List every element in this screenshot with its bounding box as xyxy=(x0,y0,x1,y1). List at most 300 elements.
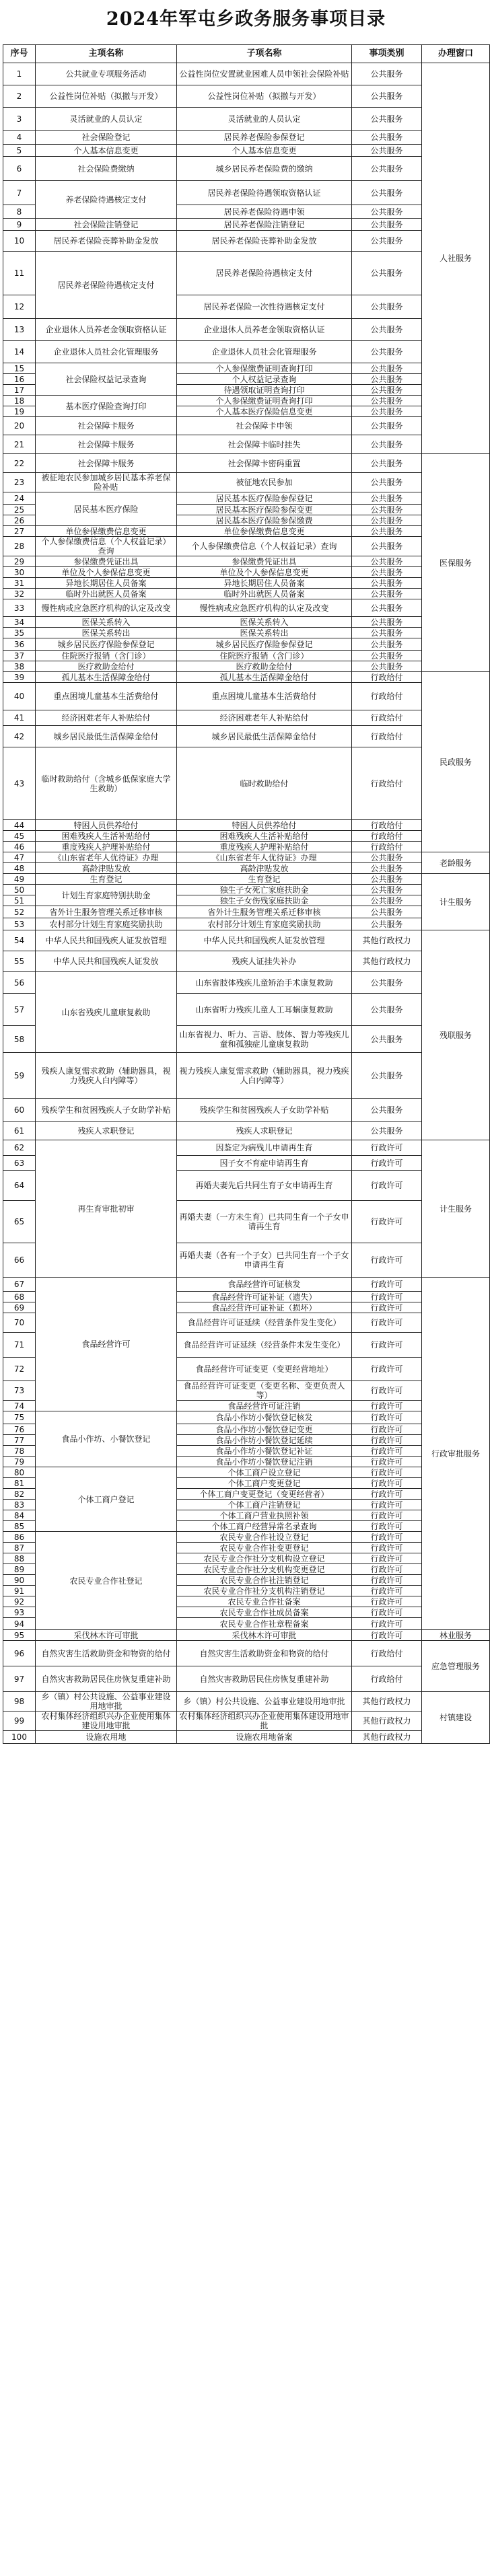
row-number: 8 xyxy=(3,205,36,219)
main-item-cell: 中华人民共和国残疾人证发放 xyxy=(36,951,177,972)
row-number: 82 xyxy=(3,1489,36,1500)
table-row xyxy=(3,145,490,157)
row-number: 7 xyxy=(3,181,36,205)
category-cell: 公共服务 xyxy=(352,578,422,589)
sub-item-cell: 农村集体经济组织兴办企业使用集体建设用地审批 xyxy=(177,1712,352,1731)
main-item-cell: 参保缴费凭证出具 xyxy=(36,556,177,567)
row-number: 38 xyxy=(3,661,36,672)
category-cell: 行政给付 xyxy=(352,1666,422,1692)
sub-item-cell: 个体工商户设立登记 xyxy=(177,1467,352,1478)
main-item-cell: 城乡居民医疗保险参保登记 xyxy=(36,638,177,651)
main-item-cell: 企业退休人员养老金领取资格认证 xyxy=(36,319,177,341)
row-number: 71 xyxy=(3,1333,36,1358)
table-row xyxy=(3,435,490,454)
table-row xyxy=(3,1692,490,1712)
sub-item-cell: 个人基本医疗保险信息变更 xyxy=(177,406,352,417)
table-row xyxy=(3,85,490,108)
category-cell: 公共服务 xyxy=(352,1053,422,1099)
table-row xyxy=(3,638,490,651)
category-cell: 行政许可 xyxy=(352,1532,422,1543)
table-row xyxy=(3,589,490,599)
category-cell: 公共服务 xyxy=(352,341,422,363)
main-item-cell: 住院医疗报销（含门诊） xyxy=(36,651,177,661)
row-number: 63 xyxy=(3,1156,36,1171)
sub-item-cell: 居民养老保险丧葬补助金发放 xyxy=(177,231,352,252)
main-item-cell: 慢性病或应急医疗机构的认定及改变 xyxy=(36,599,177,617)
category-cell: 公共服务 xyxy=(352,374,422,385)
row-number: 78 xyxy=(3,1446,36,1457)
main-item-cell: 食品小作坊、小餐饮登记 xyxy=(36,1411,177,1467)
table-row xyxy=(3,63,490,85)
main-item-cell: 社会保障卡服务 xyxy=(36,417,177,435)
row-number: 30 xyxy=(3,567,36,578)
category-cell: 公共服务 xyxy=(352,661,422,672)
table-row xyxy=(3,918,490,930)
category-cell: 公共服务 xyxy=(352,435,422,454)
category-cell: 公共服务 xyxy=(352,599,422,617)
sub-item-cell: 单位及个人参保信息变更 xyxy=(177,567,352,578)
sub-item-cell: 住院医疗报销（含门诊） xyxy=(177,651,352,661)
window-cell: 林业服务 xyxy=(422,1630,490,1641)
table-row xyxy=(3,363,490,374)
sub-item-cell: 社会保障卡临时挂失 xyxy=(177,435,352,454)
table-row xyxy=(3,556,490,567)
header-no: 序号 xyxy=(3,45,36,63)
category-cell: 公共服务 xyxy=(352,205,422,219)
sub-item-cell: 居民养老保险注销登记 xyxy=(177,219,352,231)
row-number: 15 xyxy=(3,363,36,374)
row-number: 40 xyxy=(3,683,36,710)
sub-item-cell: 食品经营许可证延续（经营条件未发生变化） xyxy=(177,1333,352,1358)
category-cell: 公共服务 xyxy=(352,181,422,205)
category-cell: 行政许可 xyxy=(352,1424,422,1435)
page-title: 2024年军屯乡政务服务事项目录 xyxy=(106,9,386,30)
table-row xyxy=(3,181,490,205)
sub-item-cell: 独生子女伤残家庭扶助金 xyxy=(177,895,352,906)
table-row xyxy=(3,1122,490,1140)
sub-item-cell: 视力残疾人康复需求救助（辅助器具，视力残疾人白内障等） xyxy=(177,1053,352,1099)
main-item-cell: 单位参保缴费信息变更 xyxy=(36,526,177,537)
row-number: 45 xyxy=(3,831,36,842)
sub-item-cell: 困难残疾人生活补贴给付 xyxy=(177,831,352,842)
sub-item-cell: 山东省视力、听力、言语、肢体、智力等残疾儿童和孤独症儿童康复救助 xyxy=(177,1026,352,1053)
window-cell: 民政服务 xyxy=(422,672,490,852)
row-number: 75 xyxy=(3,1411,36,1424)
row-number: 18 xyxy=(3,396,36,406)
main-item-cell: 《山东省老年人优待证》办理 xyxy=(36,852,177,863)
category-cell: 公共服务 xyxy=(352,385,422,396)
table-row xyxy=(3,131,490,145)
category-cell: 公共服务 xyxy=(352,556,422,567)
main-item-cell: 孤儿基本生活保障金给付 xyxy=(36,672,177,683)
sub-item-cell: 重度残疾人护理补贴给付 xyxy=(177,842,352,852)
category-cell: 行政许可 xyxy=(352,1457,422,1467)
sub-item-cell: 企业退休人员养老金领取资格认证 xyxy=(177,319,352,341)
sub-item-cell: 城乡居民最低生活保障金给付 xyxy=(177,726,352,747)
row-number: 83 xyxy=(3,1500,36,1510)
category-cell: 行政许可 xyxy=(352,1586,422,1596)
row-number: 47 xyxy=(3,852,36,863)
row-number: 13 xyxy=(3,319,36,341)
table-row xyxy=(3,537,490,556)
main-item-cell: 农村集体经济组织兴办企业使用集体建设用地审批 xyxy=(36,1712,177,1731)
main-item-cell: 残疾人求职登记 xyxy=(36,1122,177,1140)
category-cell: 行政给付 xyxy=(352,1641,422,1666)
main-item-cell: 设施农用地 xyxy=(36,1731,177,1744)
table-row xyxy=(3,1666,490,1692)
sub-item-cell: 食品经营许可证变更（变更经营地址） xyxy=(177,1358,352,1381)
row-number: 65 xyxy=(3,1201,36,1243)
sub-item-cell: 食品小作坊小餐饮登记注销 xyxy=(177,1457,352,1467)
table-row xyxy=(3,1140,490,1156)
sub-item-cell: 采伐林木许可审批 xyxy=(177,1630,352,1641)
category-cell: 公共服务 xyxy=(352,363,422,374)
row-number: 59 xyxy=(3,1053,36,1099)
category-cell: 行政许可 xyxy=(352,1607,422,1618)
row-number: 58 xyxy=(3,1026,36,1053)
row-number: 68 xyxy=(3,1292,36,1302)
sub-item-cell: 城乡居民养老保险费的缴纳 xyxy=(177,157,352,181)
sub-item-cell: 《山东省老年人优待证》办理 xyxy=(177,852,352,863)
row-number: 60 xyxy=(3,1099,36,1122)
category-cell: 行政许可 xyxy=(352,1618,422,1630)
row-number: 28 xyxy=(3,537,36,556)
main-item-cell: 自然灾害救助居民住房恢复重建补助 xyxy=(36,1666,177,1692)
category-cell: 行政许可 xyxy=(352,1333,422,1358)
row-number: 17 xyxy=(3,385,36,396)
main-item-cell: 残疾人康复需求救助（辅助器具，视力残疾人白内障等） xyxy=(36,1053,177,1099)
main-item-cell: 企业退休人员社会化管理服务 xyxy=(36,341,177,363)
sub-item-cell: 待遇领取证明查询打印 xyxy=(177,385,352,396)
category-cell: 公共服务 xyxy=(352,396,422,406)
category-cell: 公共服务 xyxy=(352,1026,422,1053)
main-item-cell: 食品经营许可 xyxy=(36,1278,177,1411)
row-number: 22 xyxy=(3,454,36,473)
row-number: 66 xyxy=(3,1243,36,1278)
sub-item-cell: 慢性病或应急医疗机构的认定及改变 xyxy=(177,599,352,617)
main-item-cell: 经济困难老年人补贴给付 xyxy=(36,710,177,726)
row-number: 53 xyxy=(3,918,36,930)
row-number: 88 xyxy=(3,1553,36,1564)
window-cell: 医保服务 xyxy=(422,454,490,672)
row-number: 3 xyxy=(3,108,36,131)
sub-item-cell: 个人参保缴费信息（个人权益记录）查询 xyxy=(177,537,352,556)
row-number: 5 xyxy=(3,145,36,157)
row-number: 4 xyxy=(3,131,36,145)
category-cell: 行政许可 xyxy=(352,1478,422,1489)
main-item-cell: 公益性岗位补贴（拟撤与开发） xyxy=(36,85,177,108)
table-row xyxy=(3,842,490,852)
table-row xyxy=(3,252,490,295)
table-row xyxy=(3,651,490,661)
row-number: 70 xyxy=(3,1313,36,1333)
sub-item-cell: 参保缴费凭证出具 xyxy=(177,556,352,567)
table-row xyxy=(3,1712,490,1731)
category-cell: 公共服务 xyxy=(352,651,422,661)
category-cell: 行政许可 xyxy=(352,1553,422,1564)
main-item-cell: 社会保险费缴纳 xyxy=(36,157,177,181)
row-number: 44 xyxy=(3,820,36,831)
sub-item-cell: 食品经营许可证补证（损坏） xyxy=(177,1302,352,1313)
main-item-cell: 医保关系转入 xyxy=(36,617,177,628)
row-number: 32 xyxy=(3,589,36,599)
sub-item-cell: 山东省听力残疾儿童人工耳蜗康复救助 xyxy=(177,994,352,1026)
row-number: 49 xyxy=(3,874,36,885)
sub-item-cell: 个体工商户变更登记（变更经营者） xyxy=(177,1489,352,1500)
main-item-cell: 临时救助给付（含城乡低保家庭大学生救助） xyxy=(36,747,177,820)
sub-item-cell: 残疾人证挂失补办 xyxy=(177,951,352,972)
row-number: 21 xyxy=(3,435,36,454)
row-number: 48 xyxy=(3,863,36,874)
row-number: 1 xyxy=(3,63,36,85)
main-item-cell: 个体工商户登记 xyxy=(36,1467,177,1532)
category-cell: 行政给付 xyxy=(352,710,422,726)
table-row xyxy=(3,157,490,181)
category-cell: 行政许可 xyxy=(352,1564,422,1575)
row-number: 84 xyxy=(3,1510,36,1521)
category-cell: 公共服务 xyxy=(352,295,422,319)
main-item-cell: 临时外出就医人员备案 xyxy=(36,589,177,599)
header-category: 事项类别 xyxy=(352,45,422,63)
sub-item-cell: 城乡居民医疗保险参保登记 xyxy=(177,638,352,651)
sub-item-cell: 农民专业合作社章程备案 xyxy=(177,1618,352,1630)
main-item-cell: 个人基本信息变更 xyxy=(36,145,177,157)
table-row xyxy=(3,672,490,683)
window-cell: 行政审批服务 xyxy=(422,1278,490,1630)
row-number: 35 xyxy=(3,628,36,638)
category-cell: 行政许可 xyxy=(352,1467,422,1478)
main-item-cell: 残疾学生和贫困残疾人子女助学补贴 xyxy=(36,1099,177,1122)
table-row xyxy=(3,683,490,710)
row-number: 97 xyxy=(3,1666,36,1692)
window-cell: 计生服务 xyxy=(422,874,490,930)
main-item-cell: 被征地农民参加城乡居民基本养老保险补贴 xyxy=(36,473,177,492)
sub-item-cell: 公益性岗位补贴（拟撤与开发） xyxy=(177,85,352,108)
main-item-cell: 居民养老保险待遇核定支付 xyxy=(36,252,177,319)
category-cell: 行政许可 xyxy=(352,1302,422,1313)
table-row xyxy=(3,341,490,363)
sub-item-cell: 经济困难老年人补贴给付 xyxy=(177,710,352,726)
row-number: 25 xyxy=(3,505,36,515)
main-item-cell: 居民养老保险丧葬补助金发放 xyxy=(36,231,177,252)
category-cell: 公共服务 xyxy=(352,145,422,157)
category-cell: 公共服务 xyxy=(352,895,422,906)
main-item-cell: 乡（镇）村公共设施、公益事业建设用地审批 xyxy=(36,1692,177,1712)
main-item-cell: 灵活就业的人员认定 xyxy=(36,108,177,131)
sub-item-cell: 农民专业合作社分支机构注销登记 xyxy=(177,1586,352,1596)
category-cell: 行政许可 xyxy=(352,1292,422,1302)
category-cell: 行政给付 xyxy=(352,672,422,683)
sub-item-cell: 中华人民共和国残疾人证发放管理 xyxy=(177,930,352,951)
table-row xyxy=(3,820,490,831)
main-item-cell: 农村部分计划生育家庭奖励扶助 xyxy=(36,918,177,930)
category-cell: 行政许可 xyxy=(352,1500,422,1510)
header-sub-item: 子项名称 xyxy=(177,45,352,63)
row-number: 77 xyxy=(3,1435,36,1446)
main-item-cell: 采伐林木许可审批 xyxy=(36,1630,177,1641)
category-cell: 行政许可 xyxy=(352,1510,422,1521)
category-cell: 行政给付 xyxy=(352,820,422,831)
main-item-cell: 个人参保缴费信息（个人权益记录）查询 xyxy=(36,537,177,556)
row-number: 10 xyxy=(3,231,36,252)
category-cell: 行政许可 xyxy=(352,1446,422,1457)
category-cell: 公共服务 xyxy=(352,628,422,638)
sub-item-cell: 因子女不育症申请再生育 xyxy=(177,1156,352,1171)
row-number: 92 xyxy=(3,1596,36,1607)
row-number: 76 xyxy=(3,1424,36,1435)
table-row xyxy=(3,526,490,537)
category-cell: 行政许可 xyxy=(352,1278,422,1292)
table-row xyxy=(3,1630,490,1641)
sub-item-cell: 农民专业合作社设立登记 xyxy=(177,1532,352,1543)
row-number: 12 xyxy=(3,295,36,319)
main-item-cell: 社会保险权益记录查询 xyxy=(36,363,177,396)
category-cell: 其他行政权力 xyxy=(352,1692,422,1712)
sub-item-cell: 设施农用地备案 xyxy=(177,1731,352,1744)
sub-item-cell: 农村部分计划生育家庭奖励扶助 xyxy=(177,918,352,930)
category-cell: 其他行政权力 xyxy=(352,930,422,951)
table-row xyxy=(3,1731,490,1744)
sub-item-cell: 异地长期居住人员备案 xyxy=(177,578,352,589)
row-number: 67 xyxy=(3,1278,36,1292)
category-cell: 公共服务 xyxy=(352,417,422,435)
sub-item-cell: 居民基本医疗保险参保登记 xyxy=(177,492,352,505)
category-cell: 公共服务 xyxy=(352,972,422,994)
table-row xyxy=(3,726,490,747)
category-cell: 公共服务 xyxy=(352,108,422,131)
category-cell: 公共服务 xyxy=(352,231,422,252)
main-item-cell: 社会保险注销登记 xyxy=(36,219,177,231)
table-row xyxy=(3,906,490,918)
sub-item-cell: 独生子女死亡家庭扶助金 xyxy=(177,885,352,895)
category-cell: 行政许可 xyxy=(352,1596,422,1607)
table-row xyxy=(3,747,490,820)
sub-item-cell: 省外计生服务管理关系迁移审核 xyxy=(177,906,352,918)
category-cell: 公共服务 xyxy=(352,638,422,651)
category-cell: 行政许可 xyxy=(352,1171,422,1201)
sub-item-cell: 残疾学生和贫困残疾人子女助学补贴 xyxy=(177,1099,352,1122)
table-row xyxy=(3,396,490,406)
main-item-cell: 医疗救助金给付 xyxy=(36,661,177,672)
table-row xyxy=(3,710,490,726)
sub-item-cell: 临时救助给付 xyxy=(177,747,352,820)
main-item-cell: 医保关系转出 xyxy=(36,628,177,638)
window-cell: 残联服务 xyxy=(422,930,490,1140)
sub-item-cell: 居民养老保险一次性待遇核定支付 xyxy=(177,295,352,319)
category-cell: 公共服务 xyxy=(352,505,422,515)
row-number: 19 xyxy=(3,406,36,417)
window-cell: 人社服务 xyxy=(422,63,490,454)
category-cell: 公共服务 xyxy=(352,515,422,526)
service-items-table xyxy=(3,44,490,1744)
category-cell: 行政给付 xyxy=(352,842,422,852)
row-number: 14 xyxy=(3,341,36,363)
main-item-cell: 中华人民共和国残疾人证发放管理 xyxy=(36,930,177,951)
table-body xyxy=(3,63,490,1744)
sub-item-cell: 食品经营许可证变更（变更名称、变更负责人等） xyxy=(177,1381,352,1401)
row-number: 86 xyxy=(3,1532,36,1543)
row-number: 55 xyxy=(3,951,36,972)
category-cell: 行政许可 xyxy=(352,1411,422,1424)
category-cell: 其他行政权力 xyxy=(352,951,422,972)
category-cell: 公共服务 xyxy=(352,131,422,145)
category-cell: 公共服务 xyxy=(352,492,422,505)
row-number: 50 xyxy=(3,885,36,895)
sub-item-cell: 单位参保缴费信息变更 xyxy=(177,526,352,537)
window-cell: 应急管理服务 xyxy=(422,1641,490,1692)
row-number: 6 xyxy=(3,157,36,181)
sub-item-cell: 特困人员供养给付 xyxy=(177,820,352,831)
row-number: 42 xyxy=(3,726,36,747)
header-window: 办理窗口 xyxy=(422,45,490,63)
table-row xyxy=(3,567,490,578)
table-row xyxy=(3,617,490,628)
row-number: 72 xyxy=(3,1358,36,1381)
main-item-cell: 居民基本医疗保险 xyxy=(36,492,177,526)
row-number: 74 xyxy=(3,1401,36,1411)
sub-item-cell: 个人基本信息变更 xyxy=(177,145,352,157)
row-number: 2 xyxy=(3,85,36,108)
sub-item-cell: 医保关系转入 xyxy=(177,617,352,628)
main-item-cell: 重度残疾人护理补贴给付 xyxy=(36,842,177,852)
table-row xyxy=(3,1053,490,1099)
sub-item-cell: 临时外出就医人员备案 xyxy=(177,589,352,599)
sub-item-cell: 重点困境儿童基本生活费给付 xyxy=(177,683,352,710)
category-cell: 公共服务 xyxy=(352,406,422,417)
header-main-item: 主项名称 xyxy=(36,45,177,63)
category-cell: 行政给付 xyxy=(352,747,422,820)
sub-item-cell: 高龄津贴发放 xyxy=(177,863,352,874)
row-number: 29 xyxy=(3,556,36,567)
main-item-cell: 计划生育家庭特别扶助金 xyxy=(36,885,177,906)
category-cell: 公共服务 xyxy=(352,454,422,473)
table-row xyxy=(3,874,490,885)
sub-item-cell: 农民专业合作社分支机构变更登记 xyxy=(177,1564,352,1575)
row-number: 95 xyxy=(3,1630,36,1641)
sub-item-cell: 居民基本医疗保险参保缴费 xyxy=(177,515,352,526)
window-cell: 老龄服务 xyxy=(422,852,490,874)
category-cell: 其他行政权力 xyxy=(352,1712,422,1731)
category-cell: 行政许可 xyxy=(352,1140,422,1156)
row-number: 91 xyxy=(3,1586,36,1596)
sub-item-cell: 食品小作坊小餐饮登记变更 xyxy=(177,1424,352,1435)
row-number: 39 xyxy=(3,672,36,683)
table-row xyxy=(3,930,490,951)
sub-item-cell: 社会保障卡申领 xyxy=(177,417,352,435)
table-row xyxy=(3,231,490,252)
sub-item-cell: 食品经营许可证延续（经营条件发生变化） xyxy=(177,1313,352,1333)
category-cell: 公共服务 xyxy=(352,537,422,556)
category-cell: 公共服务 xyxy=(352,252,422,295)
sub-item-cell: 居民养老保险参保登记 xyxy=(177,131,352,145)
table-row xyxy=(3,1278,490,1292)
table-row xyxy=(3,628,490,638)
category-cell: 行政许可 xyxy=(352,1381,422,1401)
sub-item-cell: 个体工商户经营异常名录查询 xyxy=(177,1521,352,1532)
sub-item-cell: 公益性岗位安置就业困难人员申领社会保险补贴 xyxy=(177,63,352,85)
category-cell: 行政给付 xyxy=(352,726,422,747)
category-cell: 行政许可 xyxy=(352,1575,422,1586)
category-cell: 行政许可 xyxy=(352,1435,422,1446)
category-cell: 行政许可 xyxy=(352,1156,422,1171)
main-item-cell: 社会保障卡服务 xyxy=(36,454,177,473)
main-item-cell: 社会保险登记 xyxy=(36,131,177,145)
sub-item-cell: 个人参保缴费证明查询打印 xyxy=(177,396,352,406)
row-number: 11 xyxy=(3,252,36,295)
table-row xyxy=(3,219,490,231)
sub-item-cell: 居民基本医疗保险参保变更 xyxy=(177,505,352,515)
row-number: 36 xyxy=(3,638,36,651)
